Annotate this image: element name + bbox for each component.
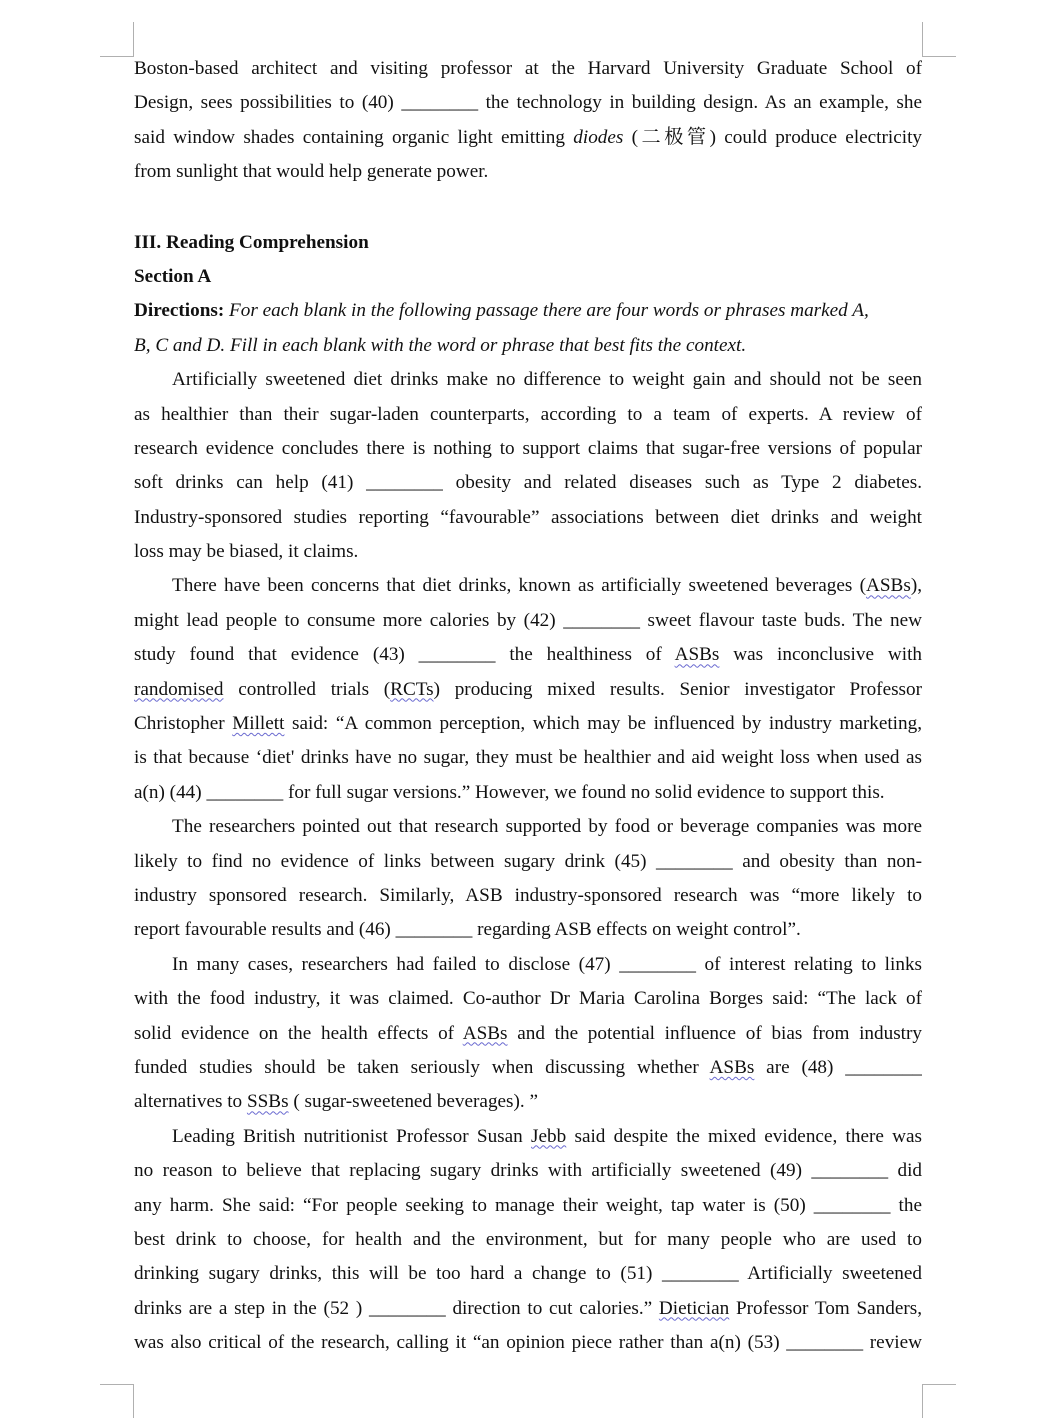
directions-text: For each blank in the following passage there are four words or phrases marked A, — [224, 300, 869, 322]
text-line — [134, 1292, 922, 1326]
spellcheck-word: Dietician — [658, 1297, 730, 1319]
text-line: might lead people to consume more calories by (42) ________ sweet flavour taste buds. The new — [134, 609, 922, 631]
text-fragment: solid evidence on the health effects of — [134, 1022, 463, 1044]
text-fragment: There have been concerns that diet drinks, known as artificially sweetened beverages ( — [172, 575, 867, 597]
spacer — [134, 190, 922, 226]
text-line: industry sponsored research. Similarly, ASB industry-sponsored research was “more likely to — [134, 884, 922, 906]
text-line: report favourable results and (46) ________ regarding ASB effects on weight control”. — [134, 919, 801, 941]
text-line — [134, 638, 922, 672]
text-fragment: was inconclusive with — [719, 644, 922, 666]
document-page — [134, 52, 922, 1360]
crop-mark-bottom-left-v — [133, 1384, 134, 1418]
text-fragment: funded studies should be taken seriously when discussing whether — [134, 1056, 710, 1078]
text-line: loss may be biased, it claims. — [134, 541, 359, 563]
text-line: any harm. She said: “For people seeking to manage their weight, tap water is (50) ________ the — [134, 1194, 922, 1216]
text-fragment: Professor Tom Sanders, — [729, 1297, 922, 1319]
text-fragment: ( sugar-sweetened beverages). ” — [288, 1091, 539, 1113]
text-line: Boston-based architect and visiting professor at the Harvard University Graduate School of — [134, 58, 922, 79]
text-fragment: are (48) ________ — [754, 1056, 922, 1078]
text-line: research evidence concludes there is nothing to support claims that sugar-free versions of popular — [134, 437, 922, 459]
text-line — [134, 569, 922, 603]
text-line: a(n) (44) ________ for full sugar versions.” However, we found no solid evidence to support this. — [134, 781, 885, 803]
text-line: best drink to choose, for health and the environment, but for many people who are used to — [134, 1228, 922, 1250]
spellcheck-word: ASBs — [709, 1056, 755, 1078]
text-fragment: alternatives to — [134, 1091, 247, 1113]
crop-mark-top-left-h — [100, 56, 134, 57]
text-line: was also critical of the research, calling it “an opinion piece rather than a(n) (53) ________ review — [134, 1332, 922, 1354]
section-subheading: Section A — [134, 265, 212, 287]
text-line: The researchers pointed out that research supported by food or beverage companies was more — [172, 816, 922, 838]
spellcheck-word: Jebb — [531, 1125, 567, 1147]
text-line — [134, 707, 922, 741]
crop-mark-bottom-right-h — [922, 1384, 956, 1385]
crop-mark-bottom-right-v — [922, 1384, 923, 1418]
text-fragment: ), — [910, 575, 922, 597]
text-line — [134, 1017, 922, 1051]
directions-label: Directions: — [134, 300, 225, 322]
text-line: Industry-sponsored studies reporting “favourable” associations between diet drinks and weight — [134, 506, 922, 528]
text-line: likely to find no evidence of links between sugary drink (45) ________ and obesity than non- — [134, 850, 922, 872]
text-line: Design, sees possibilities to (40) ________ the technology in building design. As an example, she — [134, 92, 922, 114]
spellcheck-word: SSBs — [246, 1091, 289, 1113]
spellcheck-word: ASBs — [866, 575, 911, 597]
text-fragment: and the potential influence of bias from industry — [507, 1022, 922, 1044]
text-line: is that because ‘diet' drinks have no sugar, they must be healthier and aid weight loss when used as — [134, 747, 922, 769]
spellcheck-word: Millett — [232, 713, 285, 735]
text-fragment: said despite the mixed evidence, there was — [566, 1125, 922, 1147]
text-line — [134, 1120, 922, 1154]
spellcheck-word: randomised — [134, 678, 224, 700]
directions-line: B, C and D. Fill in each blank with the word or phrase that best fits the context. — [134, 334, 747, 356]
text-line: Artificially sweetened diet drinks make no difference to weight gain and should not be seen — [172, 369, 922, 391]
text-line: no reason to believe that replacing sugary drinks with artificially sweetened (49) ________ did — [134, 1160, 922, 1182]
text-fragment: said: “A common perception, which may be influenced by industry marketing, — [284, 713, 922, 735]
crop-mark-top-right-h — [922, 56, 956, 57]
text-fragment: said window shades containing organic light emitting — [134, 126, 574, 148]
text-fragment: study found that evidence (43) ________ the healthiness of — [134, 644, 675, 666]
italic-term: diodes — [573, 126, 624, 148]
text-fragment: Leading British nutritionist Professor Susan — [172, 1125, 532, 1147]
spellcheck-word: ASBs — [674, 644, 720, 666]
text-line — [134, 1085, 922, 1119]
text-fragment: (二极管) could produce electricity — [623, 126, 922, 148]
spellcheck-word: ASBs — [462, 1022, 508, 1044]
crop-mark-bottom-left-h — [100, 1384, 134, 1385]
text-line: soft drinks can help (41) ________ obesity and related diseases such as Type 2 diabetes. — [134, 472, 922, 494]
text-fragment: ) producing mixed results. Senior investigator Professor — [433, 678, 922, 700]
text-line: with the food industry, it was claimed. Co-author Dr Maria Carolina Borges said: “The lack of — [134, 988, 922, 1010]
text-line — [134, 121, 922, 155]
text-line: In many cases, researchers had failed to disclose (47) ________ of interest relating to links — [172, 953, 922, 975]
text-fragment: Christopher — [134, 713, 233, 735]
directions-line — [134, 294, 922, 328]
text-line: drinking sugary drinks, this will be too hard a change to (51) ________ Artificially sweetened — [134, 1263, 922, 1285]
crop-mark-top-left-v — [133, 22, 134, 56]
spellcheck-word: RCTs — [390, 678, 434, 700]
text-fragment: drinks are a step in the (52 ) ________ direction to cut calories.” — [134, 1297, 659, 1319]
text-line: as healthier than their sugar-laden counterparts, according to a team of experts. A review of — [134, 403, 922, 425]
text-line — [134, 1051, 922, 1085]
text-line: from sunlight that would help generate power. — [134, 161, 489, 183]
text-fragment: controlled trials ( — [223, 678, 391, 700]
text-line — [134, 673, 922, 707]
crop-mark-top-right-v — [922, 22, 923, 56]
section-heading: III. Reading Comprehension — [134, 231, 369, 253]
